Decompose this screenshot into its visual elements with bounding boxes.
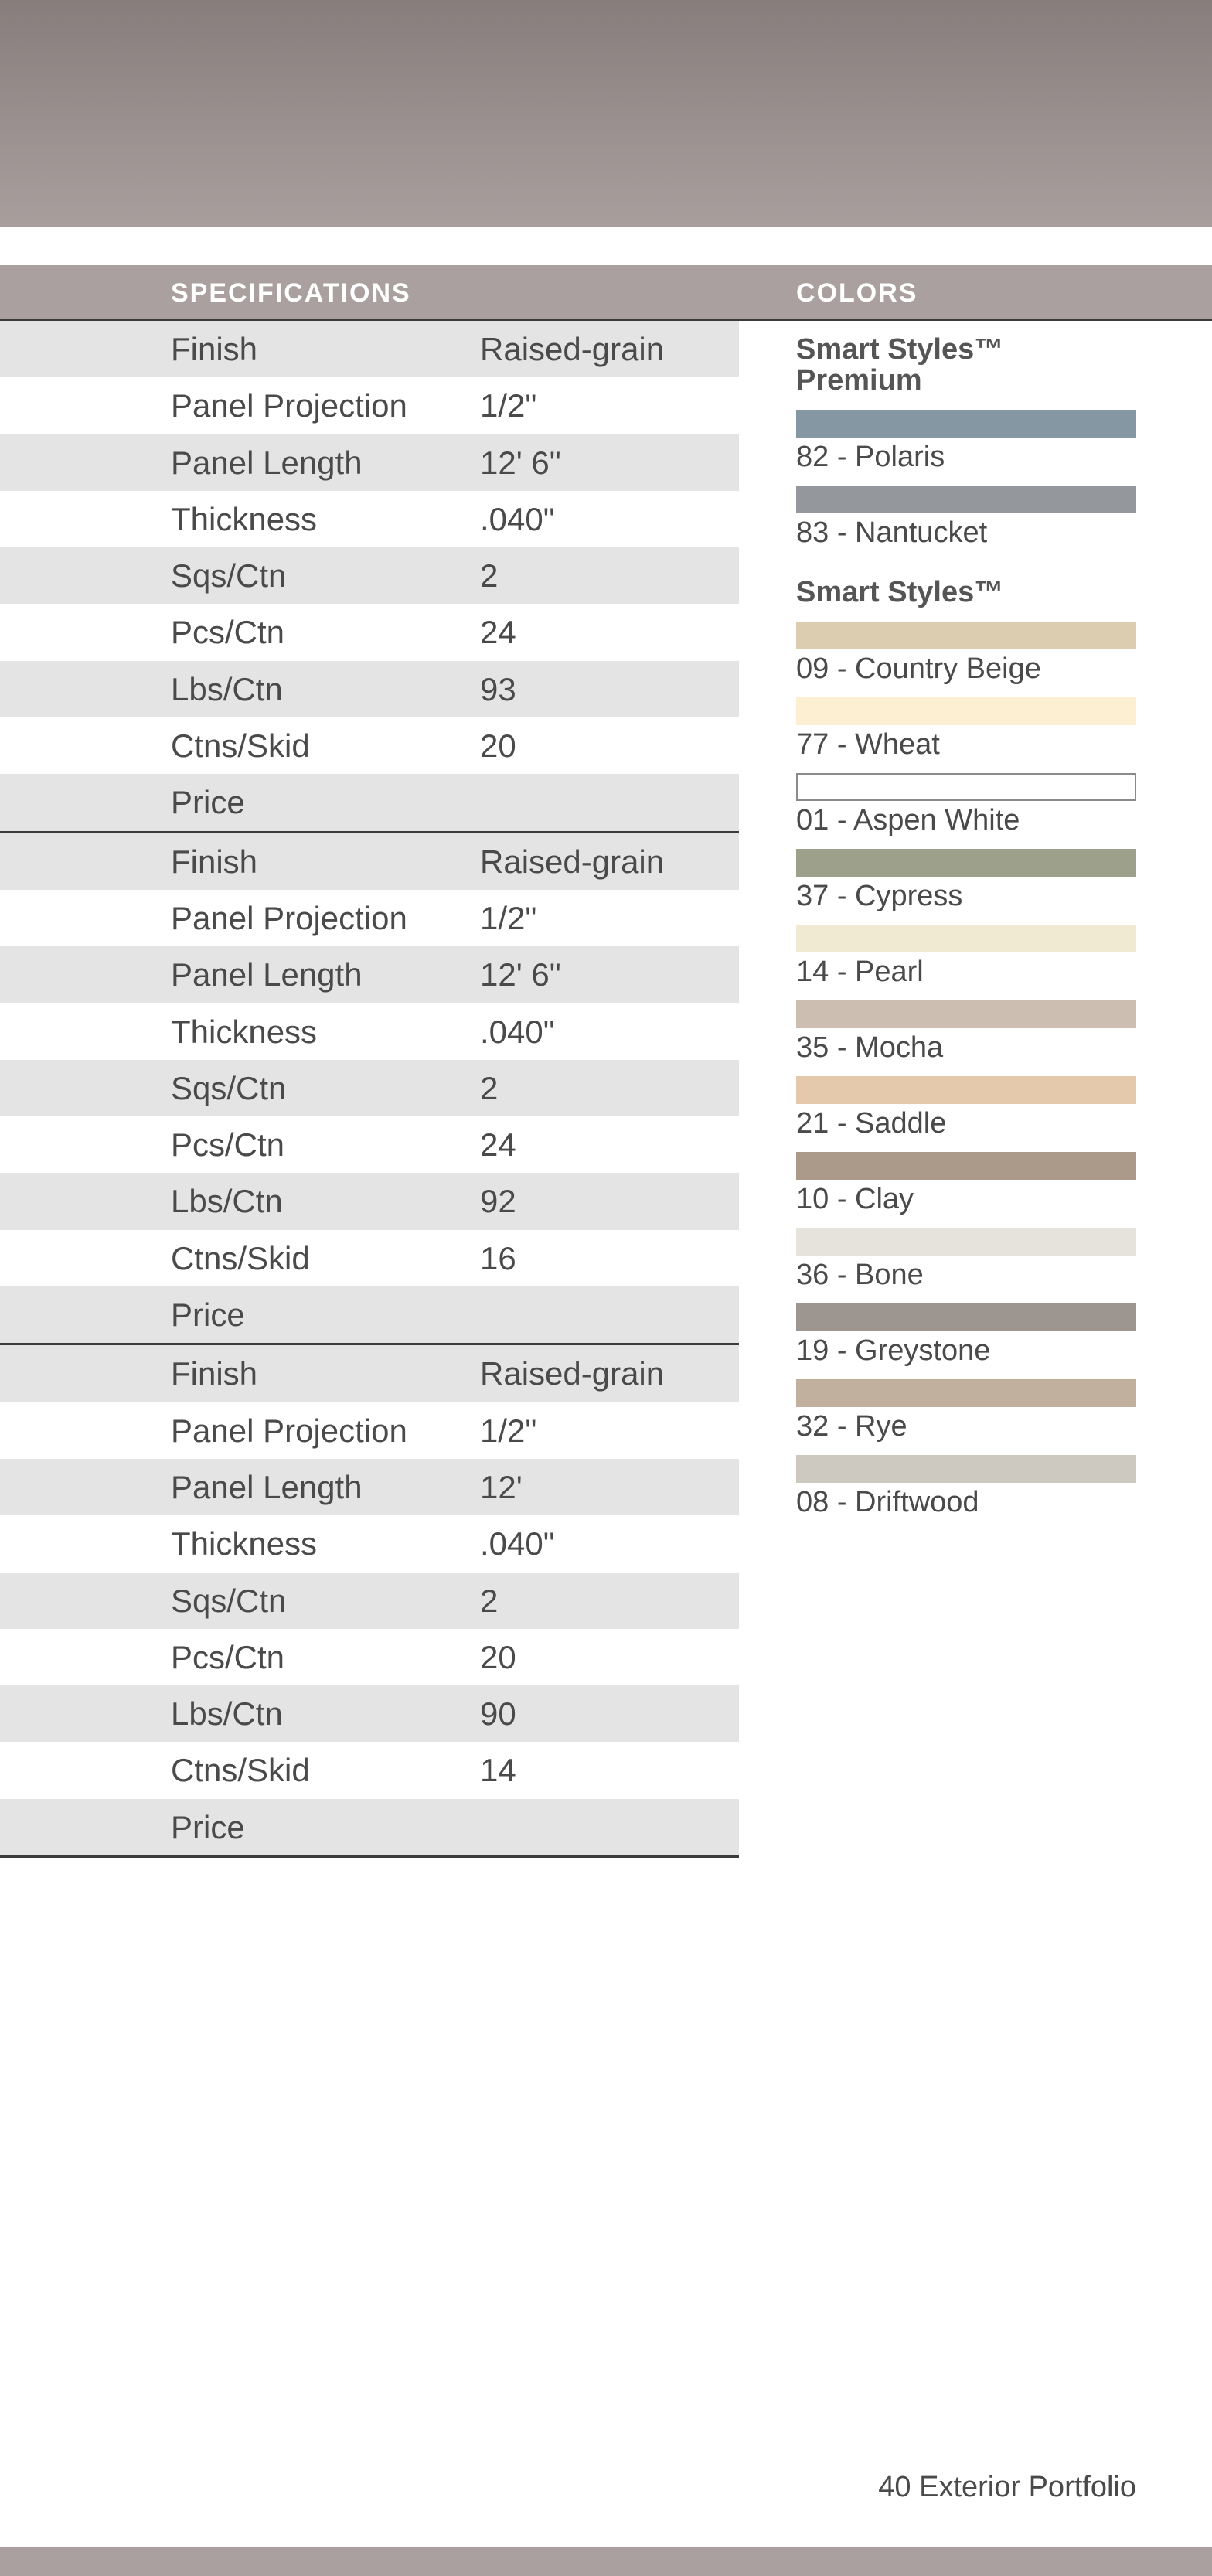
color-item	[796, 773, 1136, 835]
spec-value: .040"	[480, 1525, 555, 1562]
color-name: 19 - Greystone	[796, 1334, 991, 1367]
spec-label: Panel Length	[171, 1468, 363, 1505]
color-swatch	[796, 410, 1136, 438]
spec-label: Thickness	[171, 1013, 318, 1050]
spec-value: 12' 6"	[480, 956, 561, 993]
color-item	[796, 486, 1136, 547]
spec-value: 14	[480, 1752, 516, 1789]
spec-group	[0, 321, 739, 833]
spec-value: 12' 6"	[480, 444, 561, 481]
specifications-heading: SPECIFICATIONS	[171, 278, 411, 308]
color-item	[796, 1303, 1136, 1365]
color-name: 77 - Wheat	[796, 728, 940, 761]
spec-value: Raised-grain	[480, 843, 665, 880]
spec-value: 2	[480, 1069, 499, 1106]
color-swatch	[796, 773, 1136, 801]
spec-value: 1/2"	[480, 899, 537, 936]
color-item	[796, 1455, 1136, 1517]
color-swatch	[796, 1455, 1136, 1483]
spec-value: 1/2"	[480, 1412, 537, 1449]
spec-label: Ctns/Skid	[171, 1239, 310, 1276]
color-name: 21 - Saddle	[796, 1107, 947, 1140]
color-item	[796, 925, 1136, 986]
color-name: 82 - Polaris	[796, 441, 945, 473]
spec-row	[0, 1345, 739, 1402]
spec-value: .040"	[480, 1013, 555, 1050]
spec-label: Sqs/Ctn	[171, 1069, 287, 1106]
spec-row	[0, 1629, 739, 1685]
spec-row	[0, 833, 739, 890]
spec-value: 20	[480, 1638, 516, 1675]
spec-row	[0, 890, 739, 946]
spec-value: 1/2"	[480, 387, 537, 424]
color-swatch	[796, 1000, 1136, 1028]
color-item	[796, 410, 1136, 472]
spec-label: Price	[171, 784, 245, 821]
spec-row	[0, 1003, 739, 1060]
color-item	[796, 1076, 1136, 1138]
top-banner	[0, 0, 1212, 227]
spec-label: Panel Length	[171, 956, 363, 993]
spec-row	[0, 1286, 739, 1343]
spec-value: 20	[480, 727, 516, 765]
spec-value: 24	[480, 1126, 516, 1164]
bottom-band	[0, 2547, 1212, 2576]
spec-label: Lbs/Ctn	[171, 1183, 283, 1220]
color-item	[796, 622, 1136, 683]
spec-value: 12'	[480, 1468, 523, 1505]
color-swatch	[796, 486, 1136, 513]
spec-row	[0, 1230, 739, 1286]
spec-value: 93	[480, 670, 516, 707]
spec-label: Pcs/Ctn	[171, 1638, 285, 1675]
section-header-bar	[0, 265, 1212, 321]
spec-value: .040"	[480, 500, 555, 537]
spec-label: Sqs/Ctn	[171, 557, 287, 595]
colors-heading: COLORS	[796, 278, 918, 308]
spec-row	[0, 946, 739, 1003]
spec-row	[0, 321, 739, 377]
spec-row	[0, 1573, 739, 1629]
color-swatch	[796, 1379, 1136, 1407]
color-name: 37 - Cypress	[796, 880, 963, 912]
spec-label: Finish	[171, 331, 258, 367]
color-section-title: Smart Styles™ Premium	[796, 333, 1004, 397]
color-name: 08 - Driftwood	[796, 1486, 979, 1518]
color-item	[796, 1228, 1136, 1290]
spec-row	[0, 604, 739, 660]
spec-row	[0, 774, 739, 830]
spec-row	[0, 1685, 739, 1742]
specifications-table	[0, 321, 739, 1858]
color-name: 01 - Aspen White	[796, 804, 1020, 837]
spec-row	[0, 491, 739, 547]
spec-row	[0, 661, 739, 717]
color-name: 36 - Bone	[796, 1259, 924, 1291]
spec-label: Lbs/Ctn	[171, 670, 283, 707]
spec-label: Ctns/Skid	[171, 1752, 310, 1789]
color-swatch	[796, 622, 1136, 649]
spec-label: Thickness	[171, 1525, 318, 1562]
spec-group	[0, 1345, 739, 1858]
color-name: 14 - Pearl	[796, 956, 924, 988]
page-footer-label: 40 Exterior Portfolio	[878, 2471, 1136, 2503]
color-item	[796, 849, 1136, 911]
color-swatch	[796, 1228, 1136, 1256]
spec-label: Price	[171, 1808, 245, 1845]
color-name: 83 - Nantucket	[796, 516, 988, 549]
spec-row	[0, 547, 739, 604]
color-name: 32 - Rye	[796, 1410, 907, 1443]
color-name: 10 - Clay	[796, 1183, 914, 1215]
spec-value: 24	[480, 614, 516, 651]
spec-value: Raised-grain	[480, 331, 665, 367]
color-swatch	[796, 1076, 1136, 1104]
spec-row	[0, 1459, 739, 1515]
spec-label: Finish	[171, 843, 258, 880]
color-name: 09 - Country Beige	[796, 653, 1041, 685]
spec-value: 2	[480, 557, 499, 595]
spec-value: Raised-grain	[480, 1355, 665, 1392]
spec-group	[0, 833, 739, 1346]
spec-label: Ctns/Skid	[171, 727, 310, 765]
spec-label: Lbs/Ctn	[171, 1695, 283, 1733]
spec-row	[0, 1515, 739, 1572]
spec-label: Panel Projection	[171, 899, 407, 936]
color-swatch	[796, 697, 1136, 725]
spec-value: 16	[480, 1239, 516, 1276]
spec-value: 92	[480, 1183, 516, 1220]
spec-label: Price	[171, 1297, 245, 1334]
spec-value: 90	[480, 1695, 516, 1733]
color-section-title: Smart Styles™	[796, 576, 1004, 608]
color-name: 35 - Mocha	[796, 1031, 944, 1064]
spec-row	[0, 1742, 739, 1798]
spec-label: Finish	[171, 1355, 258, 1392]
colors-list	[796, 334, 1136, 1517]
color-item	[796, 697, 1136, 759]
spec-label: Panel Length	[171, 444, 363, 481]
spec-row	[0, 1116, 739, 1173]
spec-label: Panel Projection	[171, 1412, 407, 1449]
spec-row	[0, 1060, 739, 1116]
color-item	[796, 1152, 1136, 1214]
spec-row	[0, 1402, 739, 1459]
spec-label: Sqs/Ctn	[171, 1582, 287, 1619]
spec-row	[0, 377, 739, 434]
spec-row	[0, 717, 739, 774]
color-item	[796, 1000, 1136, 1062]
color-item	[796, 1379, 1136, 1441]
spec-row	[0, 1799, 739, 1855]
spec-row	[0, 1173, 739, 1229]
spec-label: Pcs/Ctn	[171, 1126, 285, 1164]
spec-label: Thickness	[171, 500, 318, 537]
color-swatch	[796, 1152, 1136, 1180]
color-swatch	[796, 925, 1136, 952]
color-swatch	[796, 849, 1136, 877]
spec-row	[0, 434, 739, 491]
spec-label: Pcs/Ctn	[171, 614, 285, 651]
spec-value: 2	[480, 1582, 499, 1619]
color-swatch	[796, 1303, 1136, 1331]
spec-label: Panel Projection	[171, 387, 407, 424]
